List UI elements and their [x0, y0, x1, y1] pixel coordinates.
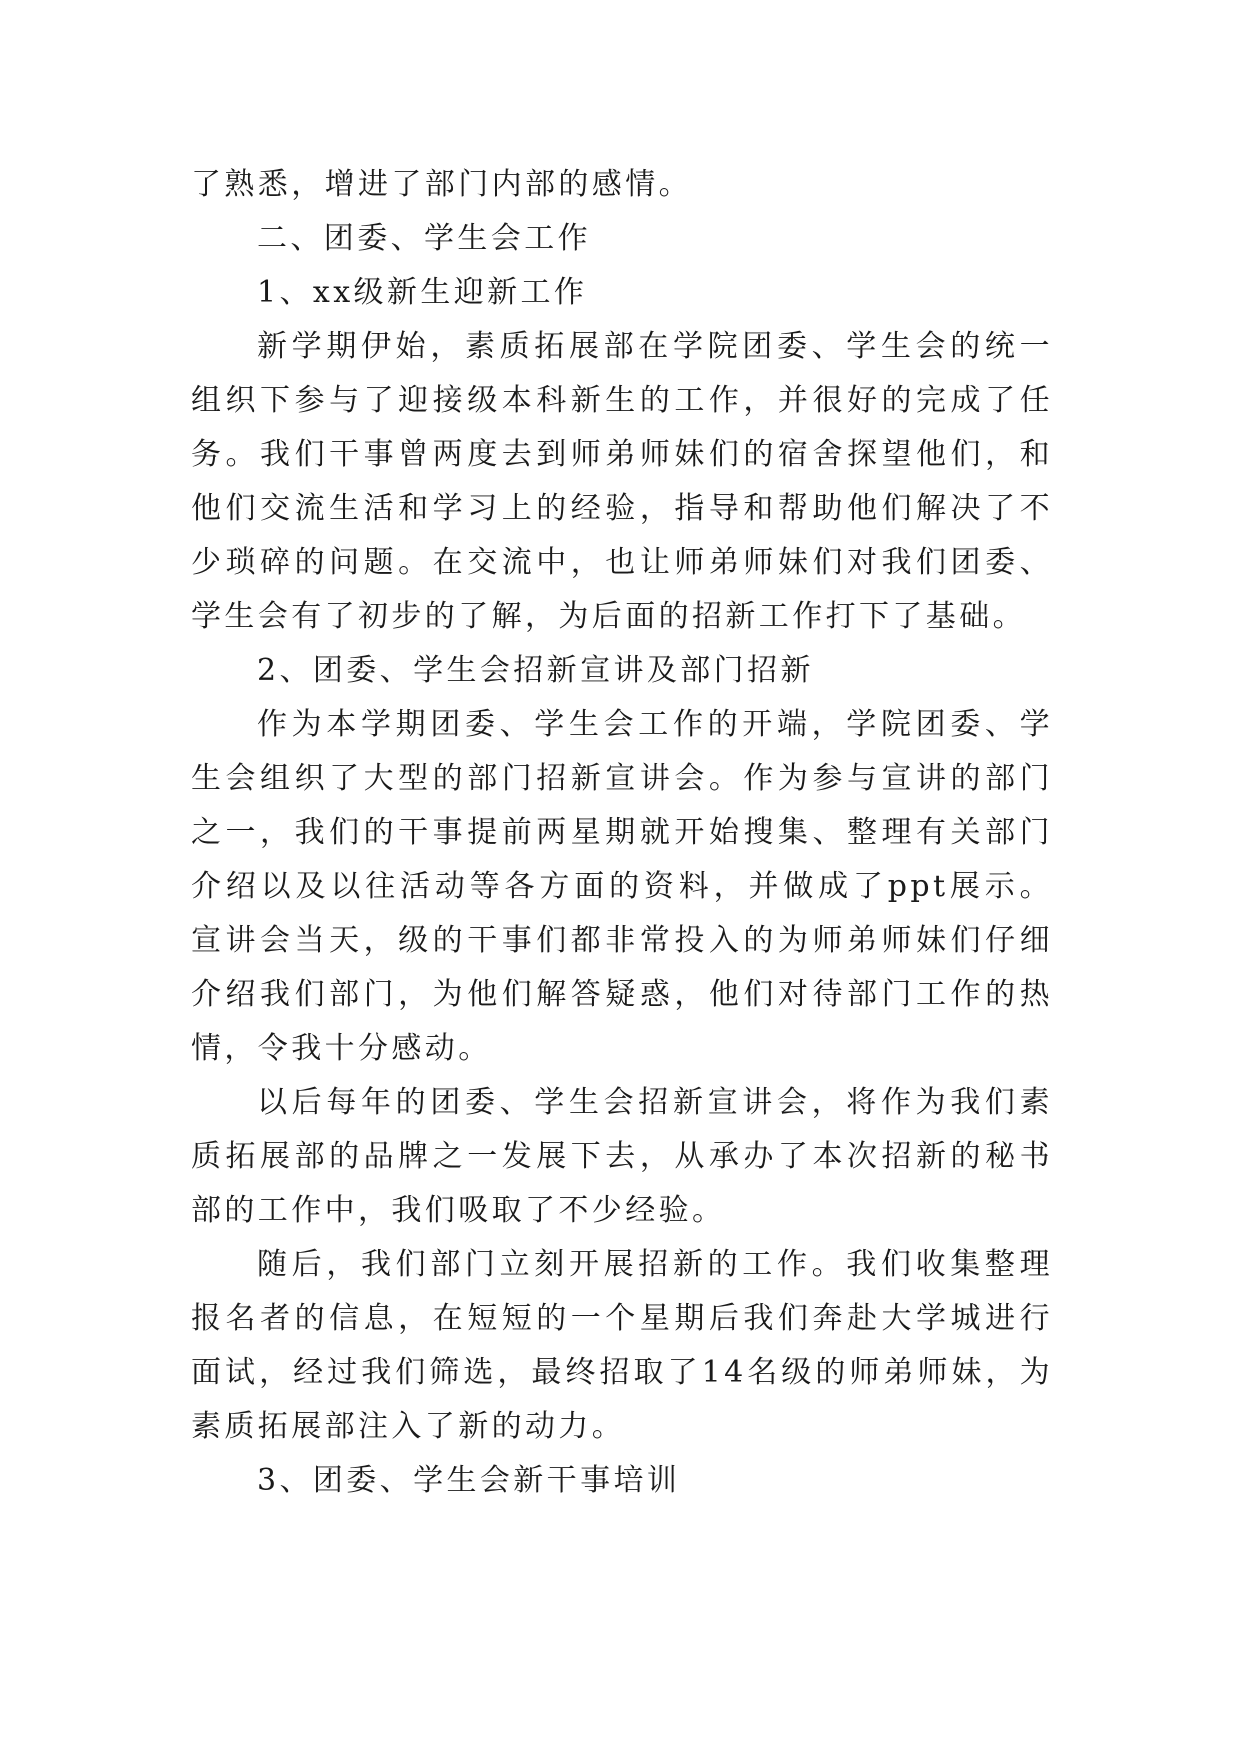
subheading-recruitment: 2、团委、学生会招新宣讲及部门招新 — [257, 653, 814, 688]
section-heading-2: 二、团委、学生会工作 — [257, 221, 591, 256]
paragraph-recruitment-brand: 以后每年的团委、学生会招新宣讲会，将作为我们素质拓展部的品牌之一发展下去，从承办了本次招新的秘书部的工作中，我们吸取了不少经验。 — [191, 1085, 1053, 1228]
document-body — [191, 158, 1053, 1508]
subheading-new-staff-training: 3、团委、学生会新干事培训 — [257, 1463, 681, 1498]
paragraph-continuation: 了熟悉，增进了部门内部的感情。 — [191, 167, 692, 202]
subheading-freshman-welcome: 1、xx级新生迎新工作 — [257, 275, 588, 310]
paragraph-freshman-welcome: 新学期伊始，素质拓展部在学院团委、学生会的统一组织下参与了迎接级本科新生的工作，并很好的完成了任务。我们干事曾两度去到师弟师妹们的宿舍探望他们，和他们交流生活和学习上的经验，指导和帮助他们解决了不少琐碎的问题。在交流中，也让师弟师妹们对我们团委、学生会有了初步的了解，为后面的招新工作打下了基础。 — [191, 329, 1053, 634]
paragraph-recruitment-briefing: 作为本学期团委、学生会工作的开端，学院团委、学生会组织了大型的部门招新宣讲会。作为参与宣讲的部门之一，我们的干事提前两星期就开始搜集、整理有关部门介绍以及以往活动等各方面的资料，并做成了ppt展示。宣讲会当天，级的干事们都非常投入的为师弟师妹们仔细介绍我们部门，为他们解答疑惑，他们对待部门工作的热情，令我十分感动。 — [191, 707, 1053, 1066]
paragraph-recruitment-interview: 随后，我们部门立刻开展招新的工作。我们收集整理报名者的信息，在短短的一个星期后我们奔赴大学城进行面试，经过我们筛选，最终招取了14名级的师弟师妹，为素质拓展部注入了新的动力。 — [191, 1247, 1053, 1444]
